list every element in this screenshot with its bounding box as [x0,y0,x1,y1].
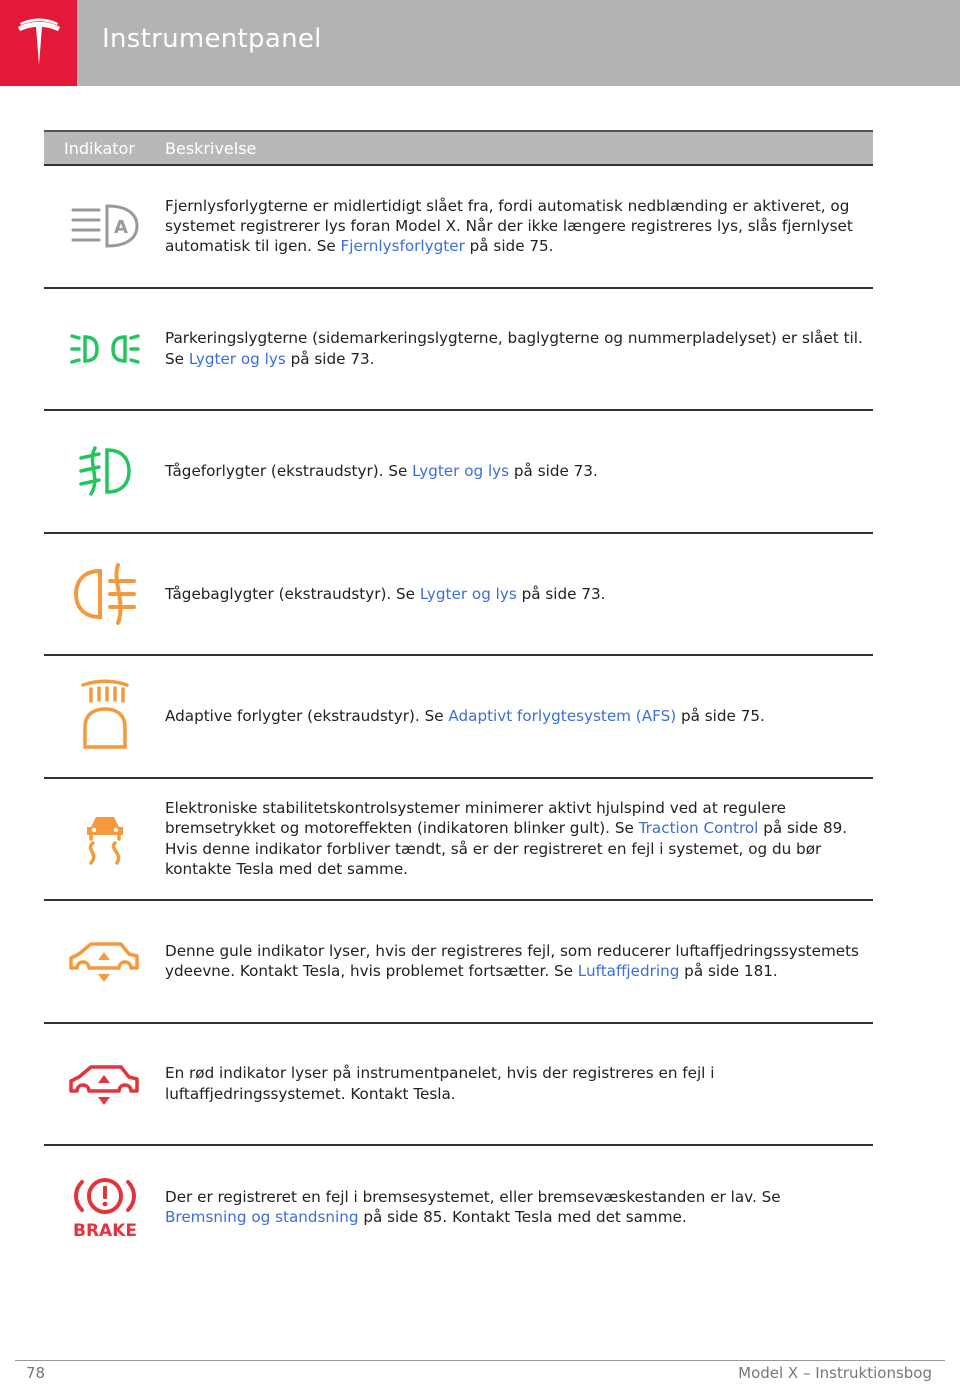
column-header-description: Beskrivelse [165,138,257,158]
footer-divider [15,1360,945,1361]
row-description: Adaptive forlygter (ekstraudstyr). Se Adaptivt forlygtesystem (AFS) på side 75. [165,707,765,726]
row-description: Der er registreret en fejl i bremsesystemet, eller bremsevæskestanden er lav. Se Bremsning og standsning på side 85. Kontakt Tesla med det samme. [165,1187,781,1227]
brake-warning-icon [68,1172,142,1242]
page-header [0,0,960,86]
table-row [44,289,873,412]
table-row [44,779,873,902]
parking-lights-icon [69,327,141,371]
tesla-logo [0,0,77,86]
row-description: Fjernlysforlygterne er midlertidigt slået fra, fordi automatisk nedblænding er aktiveret, og systemet registrerer lys foran Model X. Når der ikke længere registreres lys, slås fjernlyset automatisk til igen. Se Fjernlysforlygter på side 75. [165,196,853,256]
link-lygter-og-lys[interactable]: Lygter og lys [188,349,286,368]
rear-fog-light-icon [72,561,138,627]
footer-title: Model X – Instruktionsbog [738,1364,932,1382]
page-title: Instrumentpanel [102,24,322,54]
row-description: Tågebaglygter (ekstraudstyr). Se Lygter og lys på side 73. [165,584,606,603]
svg-text:A: A [113,217,128,239]
link-lygter-og-lys[interactable]: Lygter og lys [419,584,517,603]
row-description: Denne gule indikator lyser, hvis der registreres fejl, som reducerer luftaffjedringssystemets ydeevne. Kontakt Tesla, hvis problemet fortsætter. Se Luftaffjedring på side 181. [165,941,859,981]
table-row [44,901,873,1024]
row-description: Elektroniske stabilitetskontrolsystemer minimerer aktivt hjulspind ved at regulere bremsetrykket og motoreffekten (indikatoren blinker gult). Se Traction Control på side 89. Hvis denne indikator forbliver tændt, så er der registreret en fejl i systemet, og du bør kontakte Tesla med det samme. [165,799,848,879]
link-lygter-og-lys[interactable]: Lygter og lys [412,462,510,481]
row-description: Tågeforlygter (ekstraudstyr). Se Lygter og lys på side 73. [165,462,598,481]
tesla-logo-icon [16,17,62,69]
table-row [44,534,873,657]
front-fog-light-icon [77,442,133,500]
indicator-table [44,130,873,1269]
air-suspension-red-icon [67,1057,143,1111]
table-row [44,411,873,534]
air-suspension-yellow-icon [67,934,143,988]
row-description: Parkeringslygterne (sidemarkeringslygterne, baglygterne og nummerpladelyset) er slået til. Se Lygter og lys på side 73. [165,329,863,368]
brake-icon-label: BRAKE [72,1221,137,1242]
page-number: 78 [26,1364,46,1382]
link-adaptivt-forlygtesystem[interactable]: Adaptivt forlygtesystem (AFS) [448,707,677,726]
link-fjernlysforlygter[interactable]: Fjernlysforlygter [340,237,465,256]
table-row [44,656,873,779]
table-row [44,1146,873,1269]
link-bremsning-og-standsning[interactable]: Bremsning og standsning [165,1208,359,1227]
table-row [44,1024,873,1147]
column-header-indicator: Indikator [64,138,135,158]
link-traction-control[interactable]: Traction Control [638,819,759,838]
adaptive-headlight-icon [77,679,133,753]
row-description: En rød indikator lyser på instrumentpanelet, hvis der registreres en fejl i luftaffjedringssystemet. Kontakt Tesla. [165,1064,715,1103]
auto-high-beam-icon [69,201,141,251]
stability-control-icon [79,811,131,867]
table-header [44,130,873,166]
link-luftaffjedring[interactable]: Luftaffjedring [577,962,680,981]
table-row [44,166,873,289]
